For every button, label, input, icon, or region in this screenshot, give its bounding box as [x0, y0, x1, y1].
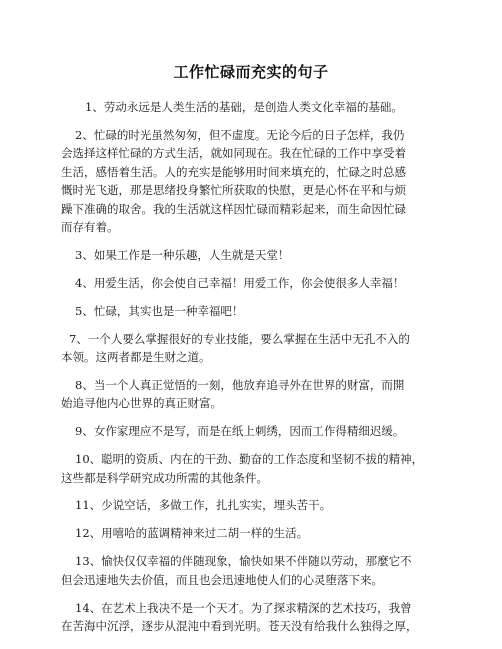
paragraph-line: 1、劳动永远是人类生活的基础，是创造人类文化幸福的基础。 [85, 100, 403, 114]
paragraph-line: 9、女作家理应不是写，而是在纸上刺绣，因而工作得精细迟缓。 [75, 424, 405, 439]
paragraph-line: 在苦海中沉浮，逐步从混沌中看到光明。苍天没有给我什么独得之厚， [61, 618, 418, 633]
paragraph-line: 7、一个人要么掌握很好的专业技能，要么掌握在生活中无孔不入的 [69, 331, 410, 346]
paragraph-line: 本领。这两者都是生财之道。 [61, 349, 211, 364]
paragraph-line: 14、在艺术上我决不是一个天才。为了探求精深的艺术技巧，我曾 [75, 600, 412, 615]
paragraph-line: 会选择这样忙碌的方式生活，就如同现在。我在忙碌的工作中享受着 [61, 146, 406, 161]
paragraph-line: 11、少说空话，多做工作，扎扎实实，埋头苦干。 [75, 498, 332, 513]
paragraph-line: 3、如果工作是一种乐趣，人生就是天堂！ [75, 247, 290, 262]
paragraph-line: 10、聪明的资质、内在的干劲、勤奋的工作态度和坚韧不拔的精神， [75, 452, 424, 467]
paragraph-line: 这些都是科学研究成功所需的其他条件。 [61, 470, 268, 485]
paragraph-10 [61, 450, 461, 487]
paragraph-4 [61, 274, 461, 292]
paragraph-line: 但会迅速地失去价值，而且也会迅速地使人们的心灵堕落下来。 [61, 572, 383, 587]
paragraph-8 [61, 376, 461, 413]
document-title: 工作忙碌而充实的句子 [173, 63, 329, 81]
paragraph-line: 而存有着。 [61, 219, 119, 234]
paragraph-line: 2、忙碌的时光虽然匆匆，但不虚度。无论今后的日子怎样，我仍 [75, 127, 405, 142]
paragraph-2 [61, 126, 461, 236]
paragraph-1 [61, 98, 461, 116]
document-body [61, 98, 461, 645]
paragraph-line: 4、用爱生活，你会使自己幸福！用爱工作，你会使很多人幸福！ [75, 275, 405, 290]
paragraph-11 [61, 496, 461, 514]
paragraph-5 [61, 302, 461, 320]
paragraph-3 [61, 246, 461, 264]
paragraph-line: 12、用嘻哈的蓝调精神来过二胡一样的生活。 [75, 526, 309, 541]
paragraph-line: 慨时光飞逝，那是思绪投身繁忙所获取的快慰，更是心怀在平和与烦 [61, 183, 406, 198]
paragraph-12 [61, 524, 461, 542]
paragraph-line: 13、愉快仅仅幸福的伴随现象，愉快如果不伴随以劳动，那麼它不 [75, 554, 412, 569]
paragraph-line: 生活，感悟着生活。人的充实是能够用时间来填充的，忙碌之时总感 [61, 164, 406, 179]
paragraph-line: 始追寻他内心世界的真正财富。 [61, 396, 222, 411]
paragraph-line: 躁下准确的取舍。我的生活就这样因忙碌而精彩起来，而生命因忙碌 [61, 201, 406, 216]
paragraph-9 [61, 422, 461, 440]
paragraph-line: 5、忙碌，其实也是一种幸福吧！ [75, 303, 244, 318]
paragraph-7 [61, 330, 461, 367]
paragraph-14 [61, 599, 461, 636]
paragraph-13 [61, 552, 461, 589]
paragraph-line: 8、当一个人真正觉悟的一刻，他放弃追寻外在世界的财富，而開 [75, 377, 405, 392]
